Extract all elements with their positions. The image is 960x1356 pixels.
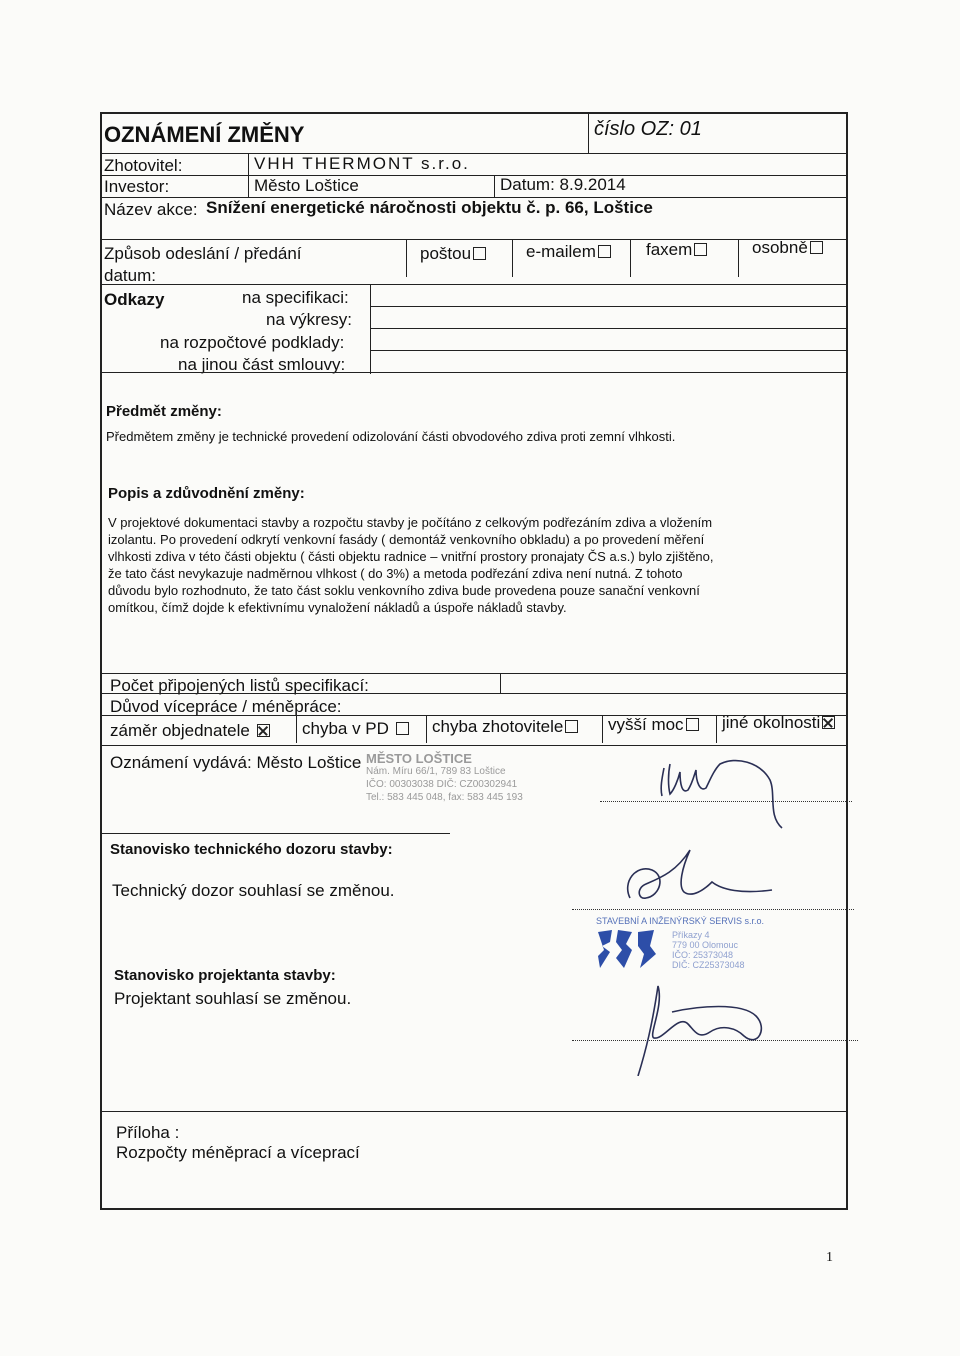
issuer-signature: [640, 750, 840, 840]
stamp-line: IČO: 00303038 DIČ: CZ00302941: [366, 779, 518, 790]
option-label: jiné okolnosti: [722, 713, 821, 732]
col-divider: [716, 715, 717, 743]
references-title: Odkazy: [104, 290, 165, 309]
form-title: OZNÁMENÍ ZMĚNY: [104, 122, 305, 147]
stamp-line: MĚSTO LOŠTICE: [366, 751, 472, 766]
designer-signature: [618, 966, 788, 1076]
col-divider: [500, 673, 501, 693]
investor-label: Investor:: [104, 177, 170, 196]
option-label: faxem: [646, 240, 693, 259]
description-line: omítkou, čímž dojde k efektivnímu vynaložení nákladů a úspoře nákladů stavby.: [108, 600, 567, 615]
change-number: číslo OZ: 01: [594, 118, 702, 140]
issued-by-label-text: Oznámení vydává:: [110, 753, 252, 772]
option-label: poštou: [420, 244, 472, 263]
reference-spec-label: na specifikaci:: [242, 288, 349, 307]
date-text: Datum: 8.9.2014: [500, 175, 626, 194]
reason-option-design-error[interactable]: [302, 720, 409, 737]
subject-heading: Předmět změny:: [106, 403, 222, 420]
reference-drawings-field[interactable]: [370, 328, 848, 329]
action-value: Snížení energetické náročnosti objektu č. p. 66, Loštice: [206, 198, 653, 217]
description-line: že tato část nevykazuje nadměrnou vlhkost ( do 3%) a metoda podřezání zdiva není nutná. Z tohoto: [108, 566, 683, 581]
reference-contract-label: na jinou část smlouvy:: [178, 355, 346, 374]
rule: [100, 239, 848, 240]
delivery-option-post[interactable]: [420, 245, 486, 262]
stamp-line: Příkazy 4: [672, 930, 710, 940]
stamp-line: 779 00 Olomouc: [672, 940, 739, 950]
rule: [100, 745, 848, 746]
stamp-line: Tel.: 583 445 048, fax: 583 445 193: [366, 792, 523, 803]
description-text: [108, 514, 714, 616]
attachment-label: Příloha :: [116, 1123, 180, 1142]
email-checkbox[interactable]: [598, 245, 611, 258]
reason-option-contractor-error[interactable]: [432, 718, 578, 735]
town-stamp: [356, 752, 523, 804]
supervision-heading: Stanovisko technického dozoru stavby:: [110, 841, 393, 858]
rule: [100, 284, 848, 285]
action-label: Název akce:: [104, 200, 198, 219]
subject-text: Předmětem změny je technické provedení odizolování části obvodového zdiva proti zemní vlhkosti.: [106, 429, 676, 444]
option-label: vyšší moc: [608, 715, 684, 734]
col-divider: [296, 715, 297, 743]
rule: [100, 153, 848, 154]
delivery-date-label: datum:: [104, 266, 156, 285]
issued-by-label: [110, 754, 361, 771]
col-divider: [512, 239, 513, 277]
stamp-line: Nám. Míru 66/1, 789 83 Loštice: [366, 766, 506, 777]
stamp-line: STAVEBNÍ A INŽENÝRSKÝ SERVIS s.r.o.: [596, 916, 765, 926]
reference-budget-label: na rozpočtové podklady:: [160, 333, 345, 352]
description-heading: Popis a zdůvodnění změny:: [108, 485, 305, 502]
force-majeure-checkbox[interactable]: [686, 718, 699, 731]
reference-drawings-label: na výkresy:: [266, 310, 352, 329]
delivery-option-email[interactable]: [526, 243, 611, 260]
company-logo-icon: [596, 928, 658, 970]
option-label: osobně: [752, 238, 808, 257]
stamp-address: [672, 930, 745, 970]
col-divider: [406, 239, 407, 277]
attachment-text: Rozpočty méněprací a víceprací: [116, 1143, 360, 1162]
col-divider: [602, 715, 603, 743]
reason-label: Důvod vícepráce / méněpráce:: [110, 697, 342, 716]
rule: [100, 673, 848, 674]
contractor-value: VHH THERMONT s.r.o.: [254, 154, 470, 173]
delivery-option-personal[interactable]: [752, 239, 823, 256]
reference-spec-field[interactable]: [370, 306, 848, 307]
delivery-option-fax[interactable]: [646, 241, 707, 258]
designer-text: Projektant souhlasí se změnou.: [114, 989, 352, 1008]
design-error-checkbox[interactable]: [396, 722, 409, 735]
reason-option-other[interactable]: [722, 714, 835, 731]
client-intent-checkbox[interactable]: [257, 724, 270, 737]
issued-by-value: Město Loštice: [256, 753, 362, 772]
contractor-error-checkbox[interactable]: [565, 720, 578, 733]
supervisor-signature: [612, 842, 792, 912]
stamp-line: IČO: 25373048: [672, 950, 734, 960]
rule: [100, 693, 848, 694]
option-label: chyba zhotovitele: [432, 717, 564, 736]
reference-contract-field[interactable]: [100, 372, 848, 373]
other-reason-checkbox[interactable]: [822, 716, 835, 729]
rule: [100, 1111, 848, 1112]
option-label: chyba v PD: [302, 719, 389, 738]
delivery-label: Způsob odeslání / předání: [104, 244, 302, 263]
col-divider: [370, 284, 371, 374]
page-number: 1: [826, 1250, 833, 1265]
sheets-label: Počet připojených listů specifikací:: [110, 676, 369, 695]
col-divider: [738, 239, 739, 277]
personal-checkbox[interactable]: [810, 241, 823, 254]
reason-option-force-majeure[interactable]: [608, 716, 699, 733]
description-line: vlhkosti zdiva v této části objektu ( části objektu radnice – vnitřní prostory pronajaty ČS a.s.) bylo zjištěno,: [108, 549, 714, 564]
col-divider: [426, 715, 427, 743]
option-label: záměr objednatele: [110, 721, 250, 740]
col-divider: [494, 175, 495, 197]
supervision-text: Technický dozor souhlasí se změnou.: [112, 881, 395, 900]
reference-budget-field[interactable]: [370, 350, 848, 351]
stamp-line: DIČ: CZ25373048: [672, 960, 745, 970]
reason-option-client[interactable]: [110, 722, 270, 739]
post-checkbox[interactable]: [473, 247, 486, 260]
description-line: izolantu. Po provedení odkrytí venkovní fasády ( demontáž venkovního obkladu) a po provedení měření: [108, 532, 705, 547]
description-line: V projektové dokumentaci stavby a rozpočtu stavby je počítáno z celkovým podřezáním zdiva a vložením: [108, 515, 713, 530]
col-divider: [630, 239, 631, 277]
description-line: důvodu bylo rozhodnuto, že tato část soklu venkovního zdiva bude provedena pouze sanační venkovní: [108, 583, 700, 598]
contractor-label: Zhotovitel:: [104, 156, 183, 175]
rule: [100, 833, 450, 834]
investor-value: Město Loštice: [254, 176, 359, 195]
fax-checkbox[interactable]: [694, 243, 707, 256]
rule: [100, 175, 848, 176]
designer-heading: Stanovisko projektanta stavby:: [114, 967, 336, 984]
option-label: e-mailem: [526, 242, 596, 261]
title-divider: [588, 113, 589, 153]
